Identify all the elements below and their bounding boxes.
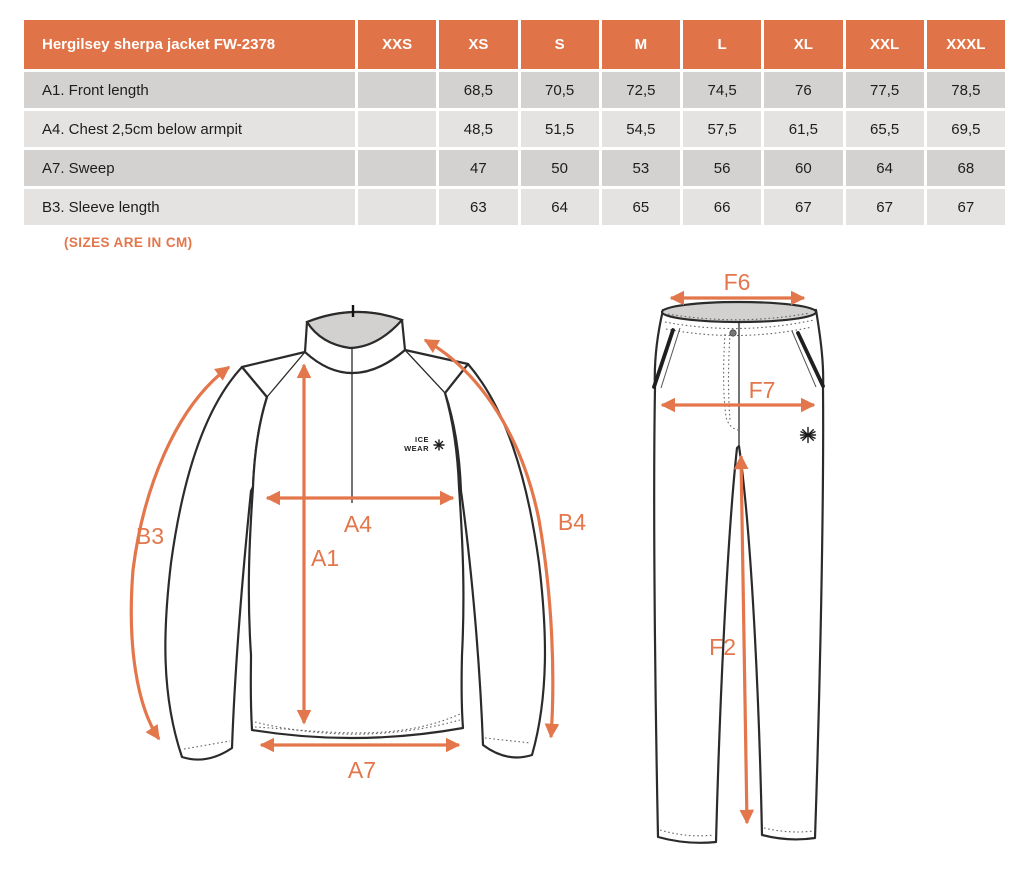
f6-label: F6: [723, 270, 751, 295]
f7-label: F7: [748, 377, 776, 403]
size-value-cell: [358, 150, 436, 186]
size-value-cell: 67: [927, 189, 1005, 225]
snowflake-icon: [801, 428, 816, 443]
jacket-body: [242, 350, 468, 738]
size-value-cell: 66: [683, 189, 761, 225]
size-value-cell: 70,5: [521, 72, 599, 108]
table-row: [24, 150, 1005, 186]
b3-label: B3: [135, 523, 165, 549]
size-table: [21, 17, 1008, 228]
size-value-cell: 48,5: [439, 111, 517, 147]
measurement-label: A1. Front length: [24, 72, 355, 108]
size-table-body: [24, 72, 1005, 225]
size-column-header: XXS: [358, 20, 436, 69]
size-column-header: XXL: [846, 20, 924, 69]
size-value-cell: 76: [764, 72, 842, 108]
size-value-cell: 74,5: [683, 72, 761, 108]
size-value-cell: 50: [521, 150, 599, 186]
size-value-cell: 64: [521, 189, 599, 225]
logo-text-wear: WEAR: [404, 444, 429, 453]
size-column-header: XXXL: [927, 20, 1005, 69]
size-value-cell: 65: [602, 189, 680, 225]
size-value-cell: 56: [683, 150, 761, 186]
size-value-cell: [358, 111, 436, 147]
jacket-diagram: [95, 295, 605, 795]
size-value-cell: 60: [764, 150, 842, 186]
size-column-header: M: [602, 20, 680, 69]
measurement-label: B3. Sleeve length: [24, 189, 355, 225]
table-row: [24, 189, 1005, 225]
table-row: [24, 111, 1005, 147]
size-column-header: XL: [764, 20, 842, 69]
pants-diagram: [640, 270, 860, 855]
a7-label: A7: [347, 757, 377, 783]
logo-text-ice: ICE: [414, 435, 429, 444]
a1-label: A1: [311, 545, 340, 571]
pants-waist-opening: [662, 302, 816, 322]
measurement-label: A4. Chest 2,5cm below armpit: [24, 111, 355, 147]
size-value-cell: 78,5: [927, 72, 1005, 108]
size-value-cell: 65,5: [846, 111, 924, 147]
size-value-cell: 64: [846, 150, 924, 186]
size-value-cell: [358, 72, 436, 108]
measurement-label: A7. Sweep: [24, 150, 355, 186]
size-value-cell: 57,5: [683, 111, 761, 147]
size-column-header: S: [521, 20, 599, 69]
size-table-header-row: [24, 20, 1005, 69]
size-value-cell: 68,5: [439, 72, 517, 108]
size-value-cell: 69,5: [927, 111, 1005, 147]
size-value-cell: 72,5: [602, 72, 680, 108]
table-row: [24, 72, 1005, 108]
size-value-cell: 61,5: [764, 111, 842, 147]
size-value-cell: 77,5: [846, 72, 924, 108]
size-column-header: L: [683, 20, 761, 69]
size-value-cell: 67: [846, 189, 924, 225]
snowflake-icon: [434, 440, 444, 450]
size-value-cell: 67: [764, 189, 842, 225]
units-note: (SIZES ARE IN CM): [64, 235, 193, 250]
size-column-header: XS: [439, 20, 517, 69]
a4-label: A4: [343, 511, 373, 537]
f2-label: F2: [709, 634, 736, 660]
size-value-cell: 51,5: [521, 111, 599, 147]
b4-label: B4: [557, 509, 587, 535]
size-value-cell: [358, 189, 436, 225]
size-value-cell: 54,5: [602, 111, 680, 147]
table-title: Hergilsey sherpa jacket FW-2378: [24, 20, 355, 69]
size-value-cell: 63: [439, 189, 517, 225]
size-value-cell: 47: [439, 150, 517, 186]
waist-button: [730, 330, 736, 336]
size-value-cell: 53: [602, 150, 680, 186]
size-value-cell: 68: [927, 150, 1005, 186]
